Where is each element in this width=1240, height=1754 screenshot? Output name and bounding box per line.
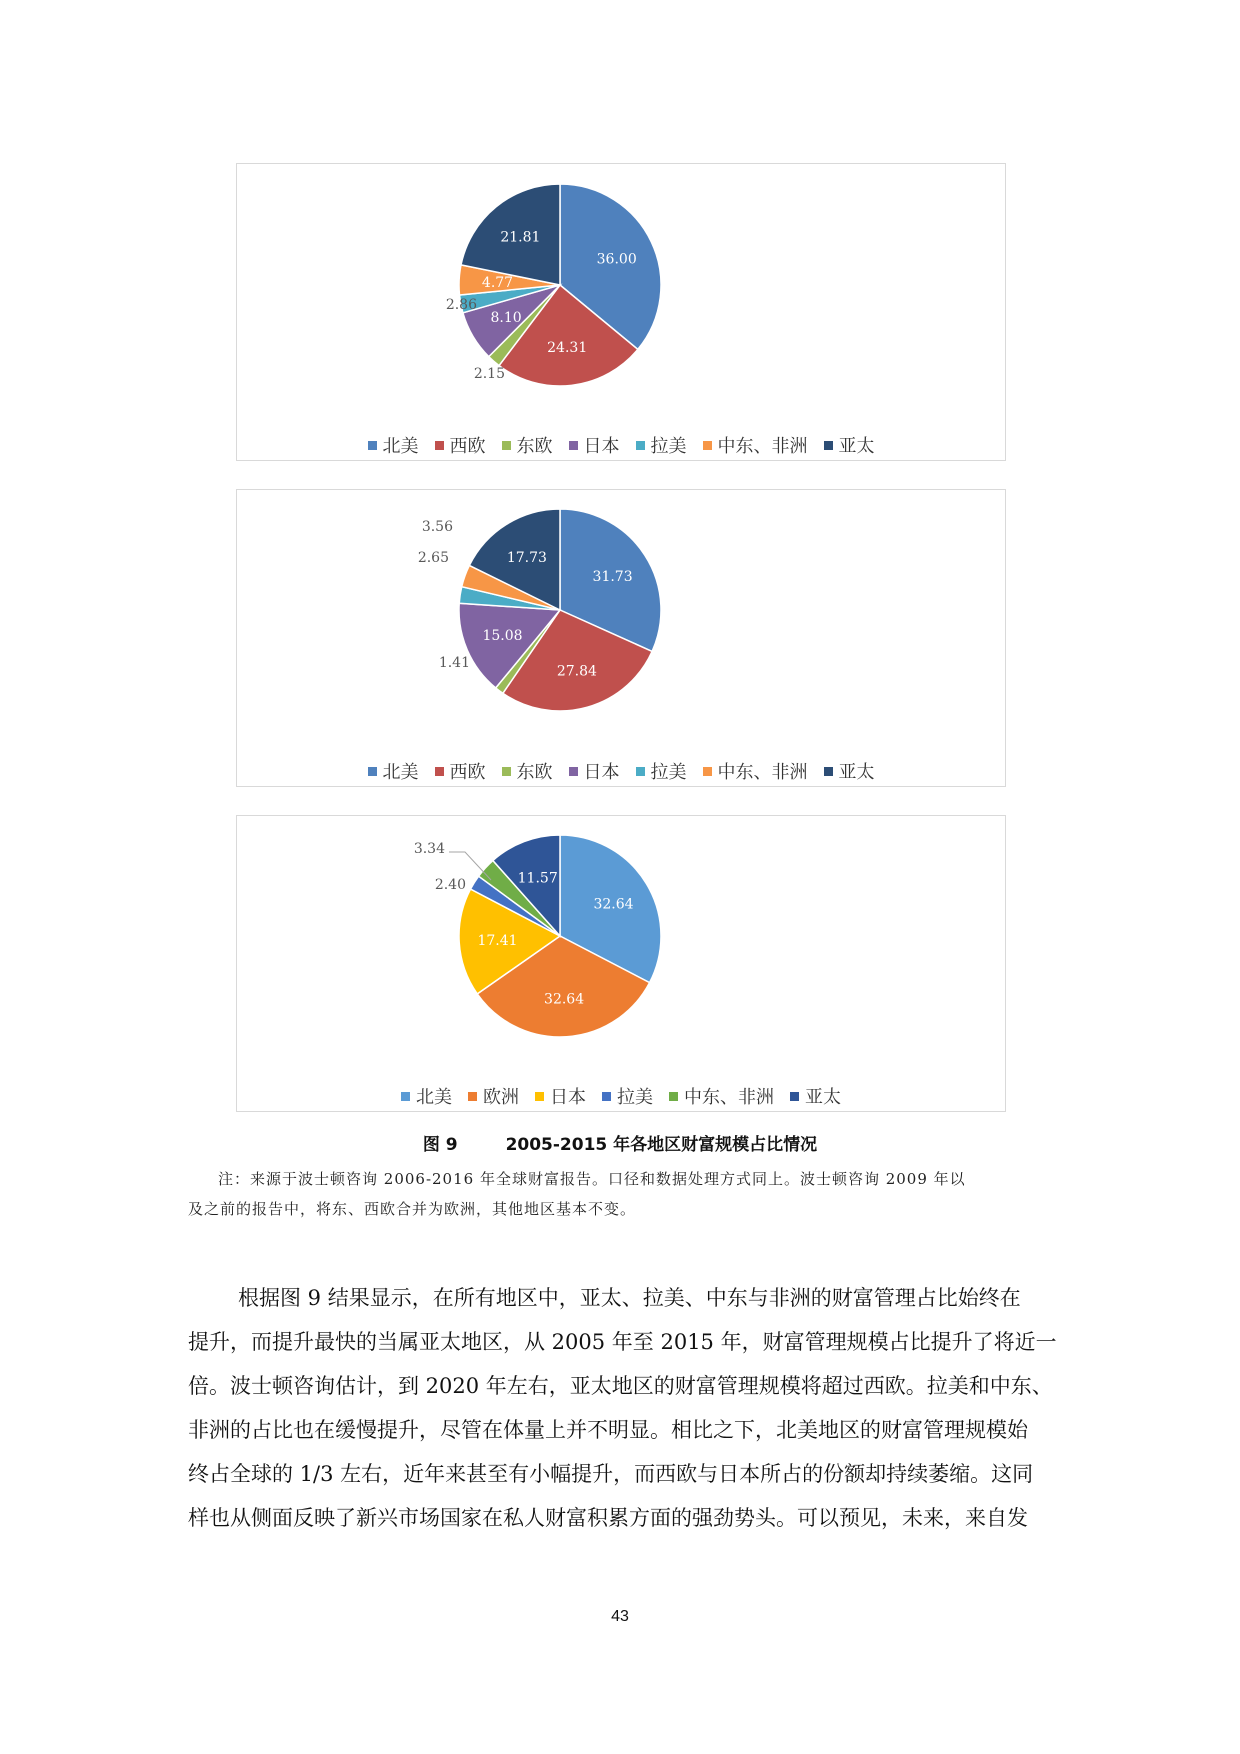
legend-item [824,758,875,784]
legend-swatch [824,767,833,776]
legend-item [569,432,620,458]
data-label: 32.64 [544,991,585,1008]
legend-item [435,432,486,458]
pie-chart-2005 [236,163,1006,461]
legend-item [703,758,808,784]
data-label: 2.86 [445,297,477,313]
data-label: 21.81 [500,229,541,246]
figure-note [188,1164,1058,1224]
legend-item [368,758,419,784]
data-label: 24.31 [547,340,588,357]
legend [237,758,1005,784]
legend-swatch [636,767,645,776]
legend-swatch [535,1092,544,1101]
legend-label: 西欧 [449,436,486,457]
legend-item [569,758,620,784]
legend-swatch [569,767,578,776]
data-label: 4.77 [481,274,514,291]
legend-swatch [602,1092,611,1101]
figure-caption [0,1130,1240,1155]
legend-label: 拉美 [617,1087,653,1108]
legend [237,1083,1005,1109]
legend-label: 日本 [550,1087,586,1108]
legend-item [502,432,553,458]
data-label: 2.40 [434,877,466,893]
figure-number: 图 9 [422,1135,458,1155]
legend-item [790,1083,841,1109]
legend-label: 中东、非洲 [684,1087,774,1108]
legend-swatch [502,441,511,450]
legend-item [401,1083,452,1109]
legend-swatch [435,767,444,776]
pie-chart-2015-svg [237,816,1007,1113]
pie-chart-2010-svg [237,490,1007,788]
legend-item [602,1083,653,1109]
legend-swatch [569,441,578,450]
data-label: 2.15 [473,366,505,382]
legend-label: 亚太 [838,762,875,783]
body-line: 样也从侧面反映了新兴市场国家在私人财富积累方面的强劲势头。可以预见，未来，来自发 [188,1506,1028,1530]
pie-chart-2010 [236,489,1006,787]
legend-item [502,758,553,784]
pie-chart-2015 [236,815,1006,1112]
data-label: 36.00 [596,251,637,268]
legend-swatch [368,767,377,776]
data-label: 31.73 [592,569,633,585]
body-line: 根据图 9 结果显示，在所有地区中，亚太、拉美、中东与非洲的财富管理占比始终在 [238,1286,1021,1310]
pie-chart-2005-svg [237,164,1007,462]
data-label: 2.65 [417,550,449,566]
legend-label: 中东、非洲 [717,436,808,457]
body-line: 提升，而提升最快的当属亚太地区，从 2005 年至 2015 年，财富管理规模占比提升了将近一 [188,1330,1057,1354]
data-label: 1.41 [438,655,470,671]
page-number: 43 [611,1608,629,1625]
legend-label: 欧洲 [483,1087,519,1108]
legend-label: 东欧 [516,436,553,457]
legend-label: 东欧 [516,762,553,783]
legend-swatch [401,1092,410,1101]
legend-item [703,432,808,458]
legend-item [468,1083,519,1109]
legend-swatch [703,767,712,776]
legend-label: 拉美 [650,762,687,783]
legend-swatch [468,1092,477,1101]
data-label: 32.64 [593,896,634,913]
legend-label: 北美 [382,762,419,783]
body-line: 倍。波士顿咨询估计，到 2020 年左右，亚太地区的财富管理规模将超过西欧。拉美和中东、 [188,1374,1053,1398]
data-label: 3.34 [413,841,445,857]
legend-item [368,432,419,458]
legend-swatch [669,1092,678,1101]
data-label: 17.41 [477,933,518,949]
legend-label: 日本 [583,762,620,783]
legend-swatch [703,441,712,450]
legend-label: 北美 [382,436,419,457]
legend-swatch [824,441,833,450]
note-line: 及之前的报告中，将东、西欧合并为欧洲，其他地区基本不变。 [188,1200,637,1218]
body-line: 终占全球的 1/3 左右，近年来甚至有小幅提升，而西欧与日本所占的份额却持续萎缩。这同 [188,1462,1034,1486]
legend-swatch [502,767,511,776]
legend-item [636,432,687,458]
legend-label: 中东、非洲 [717,762,808,783]
legend [237,432,1005,458]
legend-label: 北美 [416,1087,452,1108]
legend-label: 拉美 [650,436,687,457]
data-label: 8.10 [490,309,522,326]
body-line: 非洲的占比也在缓慢提升，尽管在体量上并不明显。相比之下，北美地区的财富管理规模始 [188,1418,1028,1442]
legend-label: 亚太 [805,1087,841,1108]
data-label: 15.08 [482,627,523,644]
legend-swatch [435,441,444,450]
data-label: 3.56 [421,519,453,535]
legend-item [636,758,687,784]
legend-swatch [636,441,645,450]
legend-label: 亚太 [838,436,875,457]
figure-title: 2005-2015 年各地区财富规模占比情况 [505,1135,818,1155]
legend-item [669,1083,774,1109]
body-paragraph [188,1276,1058,1540]
legend-item [824,432,875,458]
legend-label: 西欧 [449,762,486,783]
legend-swatch [790,1092,799,1101]
legend-swatch [368,441,377,450]
note-line: 注：来源于波士顿咨询 2006-2016 年全球财富报告。口径和数据处理方式同上。波士顿咨询 2009 年以 [218,1170,966,1188]
legend-item [435,758,486,784]
data-label: 11.57 [517,870,558,887]
data-label: 27.84 [556,663,597,680]
legend-item [535,1083,586,1109]
data-label: 17.73 [506,549,547,566]
legend-label: 日本 [583,436,620,457]
